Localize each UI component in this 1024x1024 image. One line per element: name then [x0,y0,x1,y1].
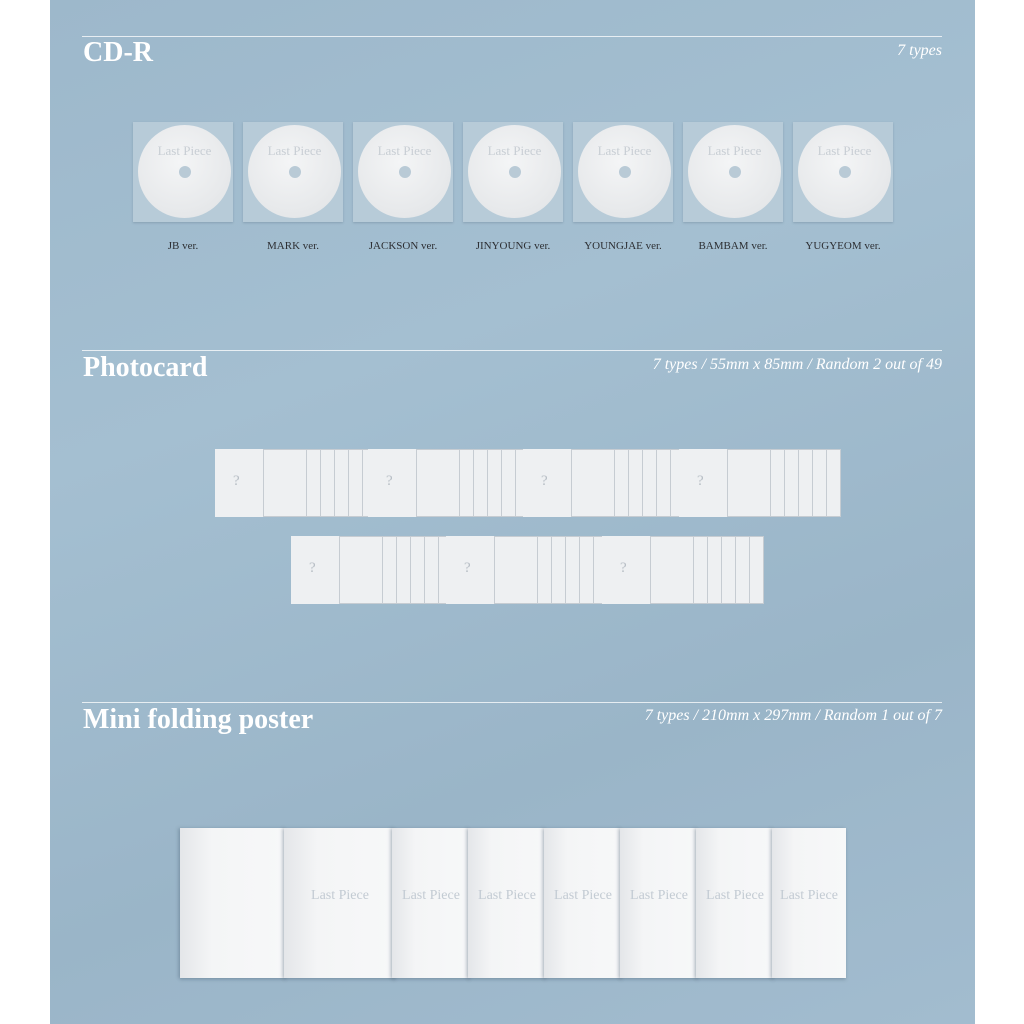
poster-logo: Last Piece [554,888,612,903]
cdr-section-title: CD-R [83,37,153,68]
photocard-front [679,449,727,517]
cdr-item [463,122,563,262]
question-mark-icon: ? [386,473,393,489]
mini-folding-poster [468,828,546,978]
cdr-list [133,122,893,262]
mini-folding-poster [620,828,698,978]
cd-center-hole [399,166,411,178]
poster-divider [82,702,942,703]
photocard-set [368,449,499,517]
photocard [339,536,383,604]
poster-list [180,828,846,978]
photocard-divider [82,350,942,351]
photocard-set [523,449,654,517]
mini-folding-poster [284,828,396,978]
photocard-front [602,536,650,604]
cd-disc-image [468,125,561,218]
photocard [416,449,460,517]
cdr-version-label: JACKSON ver. [368,240,438,252]
cd-center-hole [509,166,521,178]
cd-disc-logo: Last Piece [487,143,542,158]
question-mark-icon: ? [697,473,704,489]
photocard [571,449,615,517]
cdr-version-label: JINYOUNG ver. [475,240,551,252]
cd-disc-logo: Last Piece [707,143,762,158]
mini-folding-poster [696,828,774,978]
cd-sleeve [793,122,893,222]
mini-folding-poster [772,828,846,978]
cdr-item [683,122,783,262]
cd-disc-image [578,125,671,218]
photocard-section-title: Photocard [83,352,208,383]
cdr-section-info: 7 types [897,42,942,59]
cd-disc-image [138,125,231,218]
cd-disc-logo: Last Piece [267,143,322,158]
question-mark-icon: ? [620,560,627,576]
mini-folding-poster [392,828,470,978]
photocard-set [679,449,810,517]
cd-center-hole [179,166,191,178]
cd-disc-image [248,125,341,218]
cdr-version-label: JB ver. [167,240,199,252]
cdr-item [353,122,453,262]
poster-logo: Last Piece [402,888,460,903]
photocard-set [291,536,422,604]
cd-sleeve [243,122,343,222]
cdr-item [793,122,893,262]
cd-disc-logo: Last Piece [157,143,212,158]
cdr-divider [82,36,942,37]
cdr-item [243,122,343,262]
photocard [727,449,771,517]
photocard [263,449,307,517]
photocard-front [368,449,416,517]
cd-disc-image [798,125,891,218]
photocard-front [215,449,263,517]
photocard-set [446,536,577,604]
photocard-front [446,536,494,604]
photocard [650,536,694,604]
cd-sleeve [133,122,233,222]
cd-center-hole [839,166,851,178]
cd-disc-logo: Last Piece [597,143,652,158]
mini-folding-poster [544,828,622,978]
question-mark-icon: ? [541,473,548,489]
product-info-page [50,0,975,1024]
cd-center-hole [619,166,631,178]
cd-sleeve [463,122,563,222]
cd-sleeve [353,122,453,222]
photocard [494,536,538,604]
poster-logo: Last Piece [630,888,688,903]
cd-center-hole [289,166,301,178]
cdr-version-label: BAMBAM ver. [698,240,768,252]
question-mark-icon: ? [233,473,240,489]
cd-sleeve [683,122,783,222]
cdr-version-label: YUGYEOM ver. [805,240,881,252]
poster-logo: Last Piece [780,888,838,903]
photocard-set [602,536,733,604]
photocard-section-info: 7 types / 55mm x 85mm / Random 2 out of 49 [652,356,942,373]
question-mark-icon: ? [464,560,471,576]
cdr-item [573,122,673,262]
poster-section-info: 7 types / 210mm x 297mm / Random 1 out of 7 [644,707,942,724]
question-mark-icon: ? [309,560,316,576]
cdr-version-label: YOUNGJAE ver. [584,240,662,252]
photocard-set [215,449,346,517]
poster-logo: Last Piece [478,888,536,903]
cd-disc-image [358,125,451,218]
cd-disc-logo: Last Piece [817,143,872,158]
cd-disc-logo: Last Piece [377,143,432,158]
cd-disc-image [688,125,781,218]
poster-logo: Last Piece [311,888,369,903]
photocard-front [291,536,339,604]
photocard-front [523,449,571,517]
poster-section-title: Mini folding poster [83,704,314,735]
cdr-item [133,122,233,262]
cd-center-hole [729,166,741,178]
cdr-version-label: MARK ver. [267,240,319,252]
cd-sleeve [573,122,673,222]
mini-folding-poster [180,828,286,978]
poster-logo: Last Piece [706,888,764,903]
